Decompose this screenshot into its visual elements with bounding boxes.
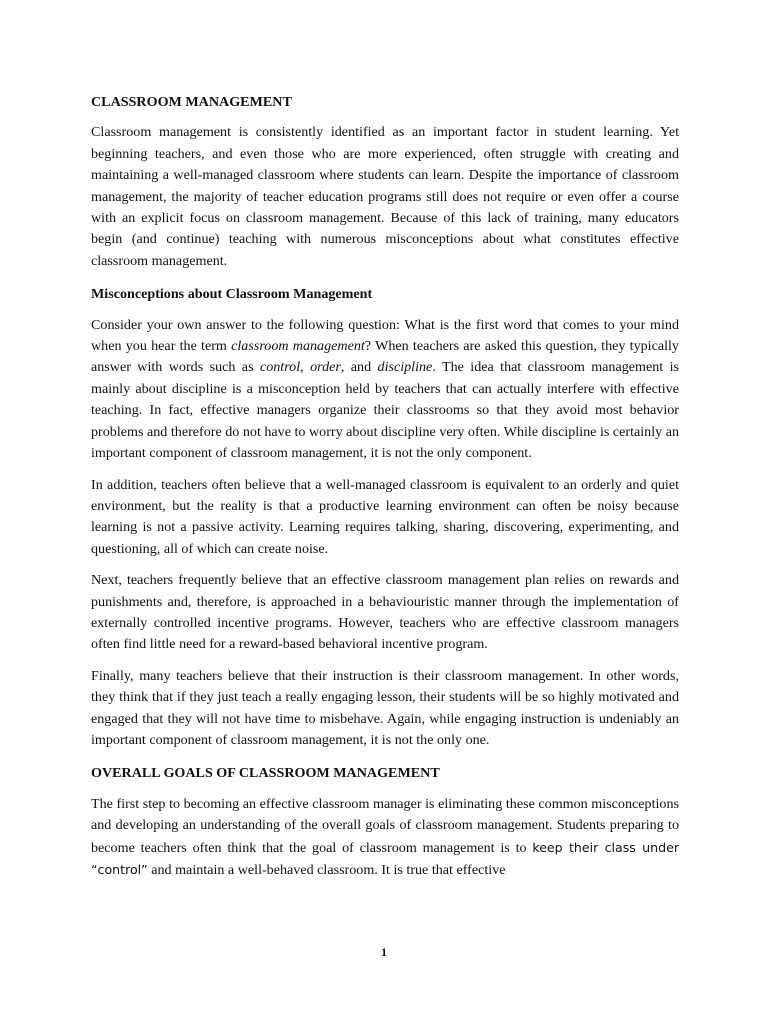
- paragraph-misconceptions-3: Next, teachers frequently believe that an effective classroom management plan relies on rewards and punishments and, therefore, is approached in a behaviouristic manner through the implementation of externally controlled incentive programs. However, teachers who are effective classroom managers often find little need for a reward-based behavioral incentive program.: [91, 572, 679, 653]
- section-heading-classroom-management: CLASSROOM MANAGEMENT: [91, 94, 292, 110]
- emphasis-control: control: [259, 359, 301, 376]
- text-run: ,: [300, 359, 311, 376]
- page-number: 1: [381, 945, 387, 959]
- paragraph-overall-goals-1: [91, 794, 679, 882]
- text-run-sans: keep their class under “control”: [91, 839, 679, 877]
- document-page: [91, 92, 679, 881]
- emphasis-classroom-management: classroom management: [231, 338, 365, 355]
- text-run: Consider your own answer to the following question: What is the first word that comes to your mind when you hear the term: [91, 316, 679, 355]
- emphasis-order: order: [310, 359, 341, 376]
- text-run: ? When teachers are asked this question, they typically answer with words such as: [91, 338, 679, 376]
- paragraph-misconceptions-2: In addition, teachers often believe that a well-managed classroom is equivalent to an orderly and quiet environment, but the reality is that a productive learning environment can often be noisy because learning is not a passive activity. Learning requires talking, sharing, discovering, experimenting, and questioning, all of which can create noise.: [91, 476, 679, 557]
- paragraph-misconceptions-4: Finally, many teachers believe that their instruction is their classroom management. In other words, they think that if they just teach a really engaging lesson, their students will be so highly motivated and engaged that they will not have time to misbehave. Again, while engaging instruction is undeniably an important component of classroom management, it is not the only one.: [91, 667, 679, 748]
- paragraph-intro: Classroom management is consistently identified as an important factor in student learning. Yet beginning teachers, and even those who are more experienced, often struggle with creating and maintaining a well-managed classroom where students can learn. Despite the importance of classroom management, the majority of teacher education programs still does not require or even offer a course with an explicit focus on classroom management. Because of this lack of training, many educators begin (and continue) teaching with numerous misconceptions about what constitutes effective classroom management.: [91, 124, 679, 269]
- section-heading-overall-goals: OVERALL GOALS OF CLASSROOM MANAGEMENT: [91, 765, 440, 782]
- text-run: The first step to becoming an effective classroom manager is eliminating these common misconceptions and developing an understanding of the overall goals of classroom management. Students preparing to become teachers often think that the goal of classroom management is to: [91, 795, 679, 856]
- emphasis-discipline: discipline: [377, 359, 433, 376]
- text-run: . The idea that classroom management is mainly about discipline is a misconception held by teachers that can actually interfere with effective teaching. In fact, effective managers organize their classrooms so that they avoid most behavior problems and therefore do not have to worry about discipline very often. While discipline is certainly an important component of classroom management, it is not the only component.: [91, 359, 679, 462]
- paragraph-misconceptions-1: [91, 315, 679, 465]
- text-run: , and: [340, 359, 378, 376]
- section-heading-misconceptions: Misconceptions about Classroom Management: [91, 286, 373, 303]
- text-run: and maintain a well-behaved classroom. It is true that effective: [147, 862, 506, 878]
